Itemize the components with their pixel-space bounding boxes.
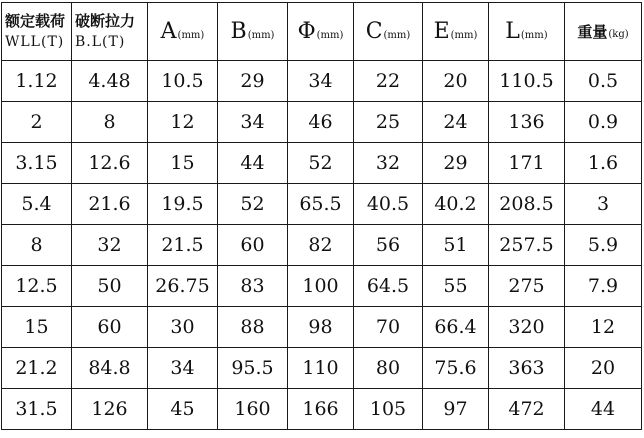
header-c-unit: (mm) xyxy=(383,29,411,41)
cell-l: 110.5 xyxy=(489,61,565,102)
header-e-symbol: E xyxy=(433,18,450,44)
table-row xyxy=(2,348,642,389)
cell-weight: 7.9 xyxy=(565,266,642,307)
cell-e: 24 xyxy=(423,102,489,143)
table-row xyxy=(2,184,642,225)
cell-l: 136 xyxy=(489,102,565,143)
cell-c: 80 xyxy=(354,348,423,389)
cell-l: 171 xyxy=(489,143,565,184)
table-row xyxy=(2,143,642,184)
cell-a: 34 xyxy=(148,348,218,389)
cell-l: 257.5 xyxy=(489,225,565,266)
header-a-unit: (mm) xyxy=(177,29,205,41)
cell-b: 34 xyxy=(218,102,288,143)
header-b xyxy=(218,3,288,61)
cell-breaking-load: 50 xyxy=(72,266,148,307)
table-row xyxy=(2,225,642,266)
cell-b: 160 xyxy=(218,389,288,430)
table-row xyxy=(2,102,642,143)
header-rated-load-label: 额定载荷 xyxy=(5,12,66,30)
cell-l: 363 xyxy=(489,348,565,389)
cell-wll: 3.15 xyxy=(2,143,72,184)
cell-a: 12 xyxy=(148,102,218,143)
cell-phi: 52 xyxy=(288,143,354,184)
cell-b: 60 xyxy=(218,225,288,266)
cell-l: 320 xyxy=(489,307,565,348)
header-l-symbol: L xyxy=(505,18,520,44)
table-row xyxy=(2,389,642,430)
cell-phi: 110 xyxy=(288,348,354,389)
cell-wll: 31.5 xyxy=(2,389,72,430)
cell-phi: 65.5 xyxy=(288,184,354,225)
cell-a: 30 xyxy=(148,307,218,348)
header-row xyxy=(2,3,642,61)
header-a xyxy=(148,3,218,61)
cell-weight: 5.9 xyxy=(565,225,642,266)
header-l-unit: (mm) xyxy=(520,29,548,41)
cell-weight: 44 xyxy=(565,389,642,430)
cell-breaking-load: 60 xyxy=(72,307,148,348)
cell-b: 88 xyxy=(218,307,288,348)
header-b-symbol: B xyxy=(230,18,247,44)
cell-wll: 8 xyxy=(2,225,72,266)
cell-b: 52 xyxy=(218,184,288,225)
cell-phi: 46 xyxy=(288,102,354,143)
header-rated-load xyxy=(2,3,72,61)
cell-phi: 34 xyxy=(288,61,354,102)
cell-weight: 20 xyxy=(565,348,642,389)
cell-c: 40.5 xyxy=(354,184,423,225)
cell-breaking-load: 32 xyxy=(72,225,148,266)
header-c xyxy=(354,3,423,61)
header-a-symbol: A xyxy=(160,18,177,44)
cell-phi: 166 xyxy=(288,389,354,430)
header-breaking-load xyxy=(72,3,148,61)
cell-c: 22 xyxy=(354,61,423,102)
cell-weight: 1.6 xyxy=(565,143,642,184)
cell-wll: 1.12 xyxy=(2,61,72,102)
header-phi-unit: (mm) xyxy=(316,29,344,41)
cell-e: 97 xyxy=(423,389,489,430)
header-c-symbol: C xyxy=(365,18,383,44)
header-weight-unit: (kg) xyxy=(608,29,629,40)
cell-breaking-load: 4.48 xyxy=(72,61,148,102)
cell-a: 21.5 xyxy=(148,225,218,266)
cell-c: 70 xyxy=(354,307,423,348)
cell-l: 472 xyxy=(489,389,565,430)
header-breaking-load-label: 破断拉力 xyxy=(75,12,136,30)
cell-a: 26.75 xyxy=(148,266,218,307)
cell-phi: 82 xyxy=(288,225,354,266)
cell-e: 20 xyxy=(423,61,489,102)
cell-wll: 2 xyxy=(2,102,72,143)
cell-breaking-load: 12.6 xyxy=(72,143,148,184)
cell-b: 95.5 xyxy=(218,348,288,389)
table-row xyxy=(2,61,642,102)
cell-wll: 5.4 xyxy=(2,184,72,225)
cell-c: 56 xyxy=(354,225,423,266)
cell-b: 83 xyxy=(218,266,288,307)
cell-breaking-load: 8 xyxy=(72,102,148,143)
cell-breaking-load: 126 xyxy=(72,389,148,430)
header-phi xyxy=(288,3,354,61)
cell-weight: 0.5 xyxy=(565,61,642,102)
cell-c: 105 xyxy=(354,389,423,430)
header-weight xyxy=(565,3,642,61)
cell-e: 29 xyxy=(423,143,489,184)
cell-breaking-load: 21.6 xyxy=(72,184,148,225)
header-e xyxy=(423,3,489,61)
header-breaking-load-sub: B.L(T) xyxy=(75,34,126,50)
header-weight-label: 重量 xyxy=(577,23,608,41)
header-e-unit: (mm) xyxy=(450,29,478,41)
cell-e: 40.2 xyxy=(423,184,489,225)
header-rated-load-sub: WLL(T) xyxy=(5,34,65,50)
cell-weight: 12 xyxy=(565,307,642,348)
cell-weight: 3 xyxy=(565,184,642,225)
header-l xyxy=(489,3,565,61)
cell-a: 19.5 xyxy=(148,184,218,225)
cell-l: 208.5 xyxy=(489,184,565,225)
cell-weight: 0.9 xyxy=(565,102,642,143)
table-row xyxy=(2,266,642,307)
cell-wll: 21.2 xyxy=(2,348,72,389)
cell-c: 64.5 xyxy=(354,266,423,307)
cell-phi: 98 xyxy=(288,307,354,348)
header-b-unit: (mm) xyxy=(247,29,275,41)
cell-b: 44 xyxy=(218,143,288,184)
cell-b: 29 xyxy=(218,61,288,102)
cell-c: 25 xyxy=(354,102,423,143)
spec-table xyxy=(1,2,642,430)
cell-a: 15 xyxy=(148,143,218,184)
cell-wll: 15 xyxy=(2,307,72,348)
cell-breaking-load: 84.8 xyxy=(72,348,148,389)
cell-a: 10.5 xyxy=(148,61,218,102)
cell-c: 32 xyxy=(354,143,423,184)
table-row xyxy=(2,307,642,348)
cell-e: 75.6 xyxy=(423,348,489,389)
cell-l: 275 xyxy=(489,266,565,307)
header-phi-symbol: Φ xyxy=(297,18,316,44)
table-body xyxy=(2,61,642,430)
cell-a: 45 xyxy=(148,389,218,430)
cell-phi: 100 xyxy=(288,266,354,307)
cell-wll: 12.5 xyxy=(2,266,72,307)
cell-e: 66.4 xyxy=(423,307,489,348)
cell-e: 51 xyxy=(423,225,489,266)
cell-e: 55 xyxy=(423,266,489,307)
